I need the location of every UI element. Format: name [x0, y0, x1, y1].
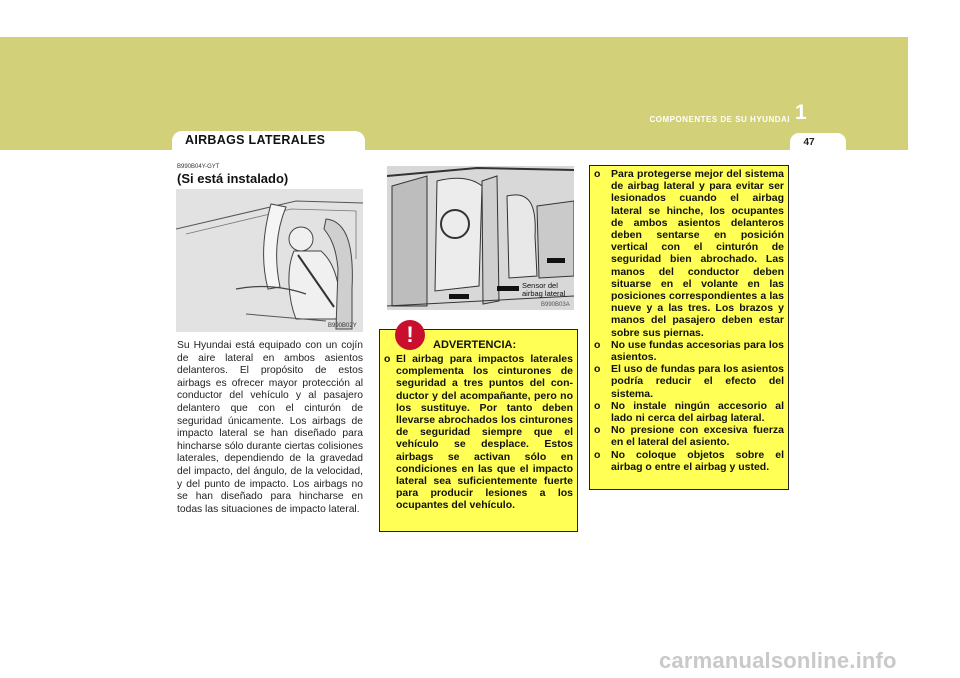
- watermark[interactable]: carmanualsonline.info: [659, 648, 897, 673]
- page-number: 47: [803, 137, 815, 148]
- warning-text: El airbag para impactos laterales complementa los cinturones de seguridad a tres puntos del con-ductor y del acompañante, pero no los sustituye. Por tanto deben llevarse abrochados los cinturones de seguridad siempre que el vehículo se desplace. Estos airbags se activan sólo en condiciones en las que el impacto lateral sea suficientemente fuerte para producir lesiones a los ocupantes del vehículo.: [396, 353, 573, 512]
- bullet-icon: o: [594, 424, 601, 437]
- list-item: o Para protegerse mejor del sistema de airbag lateral y para evitar ser lesionados cuando el airbag lateral se hinche, los ocupantes de ambos asientos delanteros deben sentarse en posición vertical con el cinturón de seguridad bien abrochado. Las manos del conductor deben situarse en el volante en las posiciones correspondientes a las nueve y a las tres. Los brazos y manos del pasajero deben estar sobre sus piernas.: [594, 168, 784, 339]
- header-band: [0, 37, 908, 150]
- chapter-number: 1: [795, 101, 807, 124]
- warning-title: ADVERTENCIA:: [433, 339, 517, 351]
- bullet-icon: o: [594, 363, 601, 376]
- warning-item: [384, 353, 573, 512]
- figure2-code: B990B03A: [541, 302, 570, 308]
- list-item: o No coloque objetos sobre el airbag o entre el airbag y usted.: [594, 448, 784, 473]
- seated-driver-airbag-drawing: [176, 189, 363, 332]
- bullet-icon: o: [384, 353, 391, 365]
- side-airbag-illustration: [176, 189, 363, 332]
- sensor-label: Sensor del airbag lateral: [522, 281, 566, 298]
- list-item: o No use fundas accesorias para los asientos.: [594, 338, 784, 364]
- section-subtitle: (Si está instalado): [177, 171, 289, 186]
- section-title: AIRBAGS LATERALES: [185, 133, 326, 147]
- warning-exclamation-icon: !: [395, 320, 425, 350]
- bullet-icon: o: [594, 448, 601, 461]
- list-item: o El uso de fundas para los asientos podría reducir el efecto del sistema.: [594, 363, 784, 400]
- bullet-icon: o: [594, 338, 601, 351]
- section-code: B990B04Y-GYT: [177, 164, 220, 170]
- list-item: o No presione con excesiva fuerza en el lateral del asiento.: [594, 424, 784, 449]
- list-item: o No instale ningún accesorio al lado ni cerca del airbag lateral.: [594, 399, 784, 425]
- chapter-title: COMPONENTES DE SU HYUNDAI: [649, 115, 790, 124]
- body-paragraph: Su Hyundai está equipado con un cojín de aire lateral en ambos asientos delanteros. El propósito de estos airbags es ofrecer mayor protección al conductor del vehículo y al pasajero delantero que con el cinturón de seguridad únicamente. Los airbags de impacto lateral se han diseñado para hincharse sólo durante ciertas colisiones laterales, dependiendo de la gravedad del impacto, del ángulo, de la velocidad, y del punto de impacto. Los airbags no se han diseñado para hincharse en todas las situaciones de impacto lateral.: [177, 340, 363, 515]
- instructions-list: [594, 168, 784, 473]
- bullet-icon: o: [594, 399, 601, 412]
- figure-code: B990B02Y: [328, 323, 357, 329]
- bullet-icon: o: [594, 168, 601, 180]
